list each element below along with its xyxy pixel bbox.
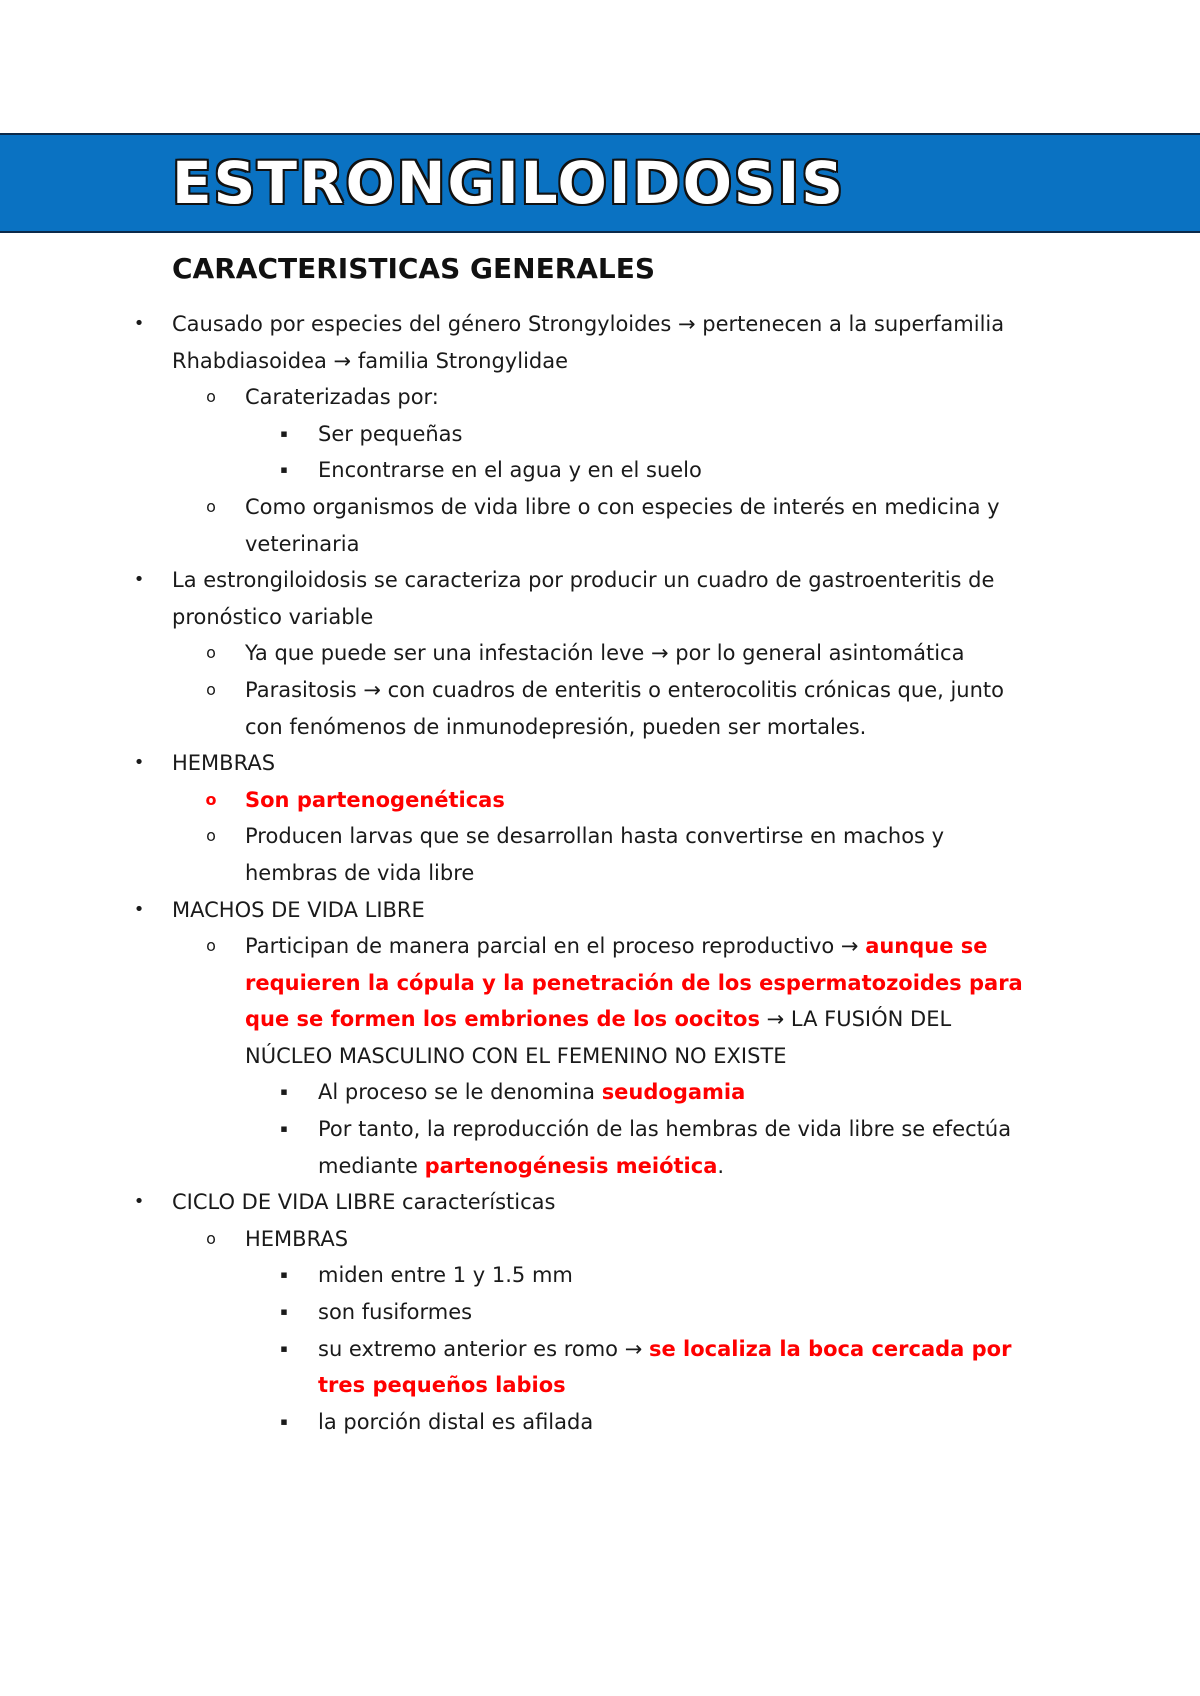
list-item	[172, 489, 1030, 562]
section-heading: CARACTERISTICAS GENERALES	[172, 252, 656, 285]
item-text: Por tanto, la reproducción de las hembras de vida libre se efectúa mediante	[318, 1117, 1012, 1178]
list-item	[172, 379, 1030, 489]
item-text: su extremo anterior es romo →	[318, 1336, 649, 1361]
list-item	[172, 635, 1030, 672]
item-text: Como organismos de vida libre o con especies de interés en medicina y veterinaria	[245, 494, 1000, 556]
circle-bullet-icon: o	[206, 936, 216, 956]
square-bullet-icon: ▪	[280, 1414, 288, 1428]
circle-bullet-icon: o	[206, 826, 216, 846]
page-title: ESTRONGILOIDOSIS	[172, 149, 846, 217]
list-item	[172, 928, 1030, 1184]
item-text: Causado por especies del género Strongyloides → pertenecen a la superfamilia Rhabdiasoidea → familia Strongylidae	[172, 312, 1005, 373]
item-text: son fusiformes	[318, 1300, 473, 1325]
sub-list	[172, 1221, 1030, 1441]
list-item	[172, 818, 1030, 891]
highlight-text: partenogénesis meiótica	[424, 1153, 718, 1178]
list-item	[172, 1221, 1030, 1441]
sub-list	[172, 928, 1030, 1184]
sub-list	[172, 782, 1030, 892]
highlight-text: seudogamia	[601, 1080, 746, 1105]
list-item	[245, 1331, 1030, 1404]
item-text: Caraterizadas por:	[245, 385, 439, 410]
item-text: Al proceso se le denomina	[318, 1080, 602, 1105]
disc-bullet-icon: •	[133, 569, 145, 591]
list-item	[245, 1074, 1030, 1111]
list-item	[172, 672, 1030, 745]
main-list	[0, 306, 1200, 1440]
list-item	[0, 892, 1200, 1185]
highlight-text: Son partenogenéticas	[245, 787, 505, 812]
item-text: Parasitosis → con cuadros de enteritis o enterocolitis crónicas que, junto con fenómenos de inmunodepresión, pueden ser mortales.	[245, 677, 1005, 739]
circle-bullet-icon: o	[206, 679, 216, 699]
item-text: Encontrarse en el agua y en el suelo	[318, 458, 702, 483]
list-item	[0, 562, 1200, 745]
item-text: la porción distal es afilada	[318, 1409, 594, 1434]
circle-bullet-icon: o	[206, 1228, 216, 1248]
item-text: → LA FUSIÓN DEL NÚCLEO MASCULINO CON EL FEMENINO NO EXISTE	[245, 1007, 952, 1068]
list-item	[0, 745, 1200, 891]
sub-sub-list	[245, 1257, 1030, 1440]
list-item	[245, 1294, 1030, 1331]
disc-bullet-icon: •	[133, 898, 145, 920]
disc-bullet-icon: •	[133, 752, 145, 774]
sub-sub-list	[245, 416, 1030, 489]
disc-bullet-icon: •	[133, 1191, 145, 1213]
disc-bullet-icon: •	[133, 313, 145, 334]
square-bullet-icon: ▪	[280, 463, 288, 477]
item-text: CICLO DE VIDA LIBRE características	[172, 1190, 556, 1215]
item-text: MACHOS DE VIDA LIBRE	[172, 897, 425, 922]
item-text: Ya que puede ser una infestación leve → por lo general asintomática	[245, 641, 965, 666]
square-bullet-icon: ▪	[280, 1085, 288, 1099]
item-text: miden entre 1 y 1.5 mm	[318, 1263, 573, 1288]
circle-bullet-icon: o	[206, 643, 216, 663]
item-text: La estrongiloidosis se caracteriza por producir un cuadro de gastroenteritis de pronóstico variable	[172, 568, 995, 629]
list-item	[245, 1257, 1030, 1294]
square-bullet-icon: ▪	[280, 1341, 288, 1355]
circle-bullet-icon: o	[206, 496, 216, 516]
item-text: HEMBRAS	[245, 1226, 349, 1251]
sub-sub-list	[245, 1074, 1030, 1184]
highlight-text: se localiza la boca cercada por tres pequeños labios	[318, 1336, 1012, 1398]
square-bullet-icon: ▪	[280, 1268, 288, 1282]
title-banner	[0, 133, 1200, 233]
list-item	[172, 782, 1030, 819]
circle-bullet-icon: o	[206, 387, 216, 407]
list-item	[0, 1184, 1200, 1440]
item-text: Producen larvas que se desarrollan hasta convertirse en machos y hembras de vida libre	[245, 824, 945, 885]
list-item	[245, 1111, 1030, 1184]
item-text: Ser pequeñas	[318, 421, 463, 446]
sub-list	[172, 379, 1030, 562]
square-bullet-icon: ▪	[280, 1305, 288, 1319]
item-text: Participan de manera parcial en el proceso reproductivo →	[245, 934, 866, 959]
highlight-text: aunque se requieren la cópula y la penetración de los espermatozoides para que se formen los embriones de los oocitos	[245, 934, 1023, 1032]
list-item	[245, 416, 1030, 453]
circle-bullet-icon: o	[205, 789, 217, 809]
square-bullet-icon: ▪	[280, 426, 288, 440]
list-item	[245, 1404, 1030, 1441]
item-text: .	[717, 1153, 725, 1178]
list-item	[0, 306, 1200, 562]
item-text: HEMBRAS	[172, 751, 276, 776]
sub-list	[172, 635, 1030, 745]
list-item	[245, 452, 1030, 489]
document-body	[0, 306, 1200, 1440]
square-bullet-icon: ▪	[280, 1122, 288, 1136]
